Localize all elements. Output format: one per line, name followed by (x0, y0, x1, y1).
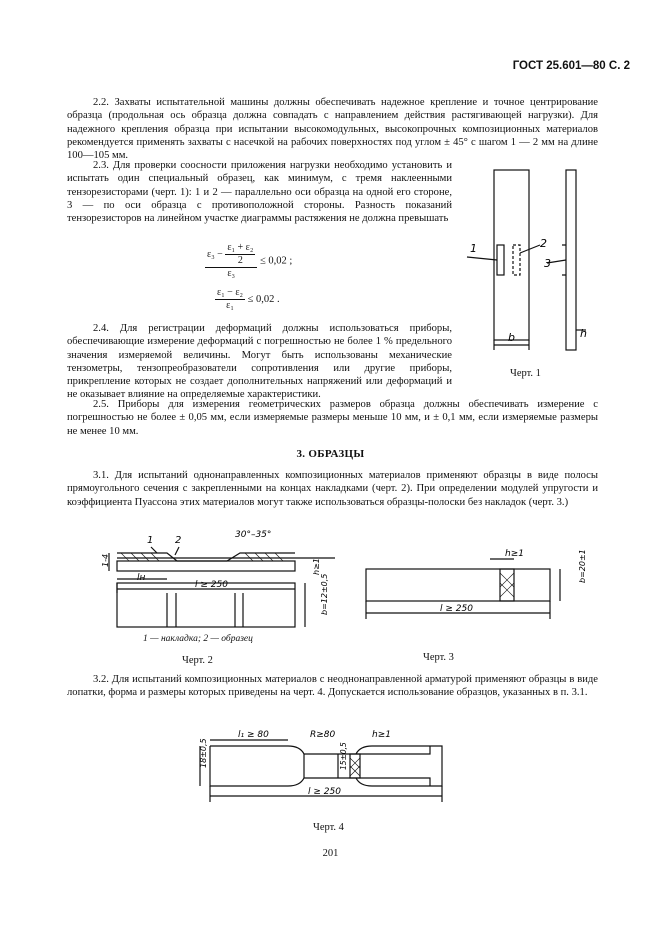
fig4-width: 18±0,5 (199, 738, 208, 768)
fig2-h: h≥1 (312, 558, 321, 575)
fig1-label-1: 1 (470, 242, 477, 255)
formula-1-limit: ≤ 0,02 ; (259, 255, 293, 267)
fig3-caption: Черт. 3 (423, 652, 454, 663)
figure-1 (462, 165, 602, 385)
fig2-length: l ≥ 250 (195, 580, 228, 590)
fig1-gauge-2 (513, 245, 520, 275)
page-header: ГОСТ 25.601—80 С. 2 (512, 60, 630, 72)
fig4-caption: Черт. 4 (313, 822, 344, 833)
fig1-specimen-front (494, 170, 529, 340)
fig2-pad-outline (117, 553, 295, 561)
fig1-label-2: 2 (540, 237, 547, 250)
fig2-thickness: 1-4 (101, 553, 110, 567)
fig4-length: l ≥ 250 (308, 787, 341, 797)
formula-1-two: 2 (237, 255, 243, 266)
fig4-h: h≥1 (372, 730, 391, 740)
formula-1 (205, 242, 292, 280)
fig2-label-2: 2 (175, 535, 182, 546)
fig1-label-h: h (580, 327, 587, 340)
page-number: 201 (322, 848, 339, 859)
formula-1-sum: ε₁ + ε₂ (227, 242, 254, 253)
formula-2-denominator: ε₁ (226, 300, 234, 311)
fig4-neck-width: 15±0,5 (339, 742, 348, 770)
fig2-width: b=12±0,5 (320, 573, 329, 615)
fig3-length: l ≥ 250 (440, 604, 473, 614)
formula-2-limit: ≤ 0,02 . (247, 293, 280, 305)
fig3-h: h≥1 (505, 549, 524, 559)
paragraph-3-1: 3.1. Для испытаний однонаправленных композиционных материалов применяют образцы в виде полосы прямоугольного сечения с закрепленными на концах накладками (черт. 2). При определении модулей упругости и коэффициента Пуассона этих материалов могут также использоваться образцы-полоски без накладок (черт. 3.) (67, 470, 598, 508)
section-title: 3. ОБРАЗЦЫ (296, 448, 365, 460)
fig2-label-1: 1 (147, 535, 154, 546)
fig2-angle: 30°–35° (235, 530, 272, 540)
fig4-bottom-edge (210, 746, 430, 786)
fig1-gauge-1 (497, 245, 504, 275)
fig4-radius: R≥80 (310, 730, 336, 740)
figure-2 (95, 523, 335, 645)
fig1-label-3: 3 (544, 257, 551, 270)
fig2-pad-length: lн (137, 573, 146, 583)
figure-3 (360, 545, 587, 625)
fig3-width: b=20±1 (578, 549, 587, 583)
fig2-specimen-profile (117, 561, 295, 571)
formula-2-numerator: ε₁ − ε₂ (217, 287, 244, 298)
fig4-l1: l₁ ≥ 80 (238, 730, 269, 740)
fig2-caption: Черт. 2 (182, 655, 213, 666)
paragraph-2-5: 2.5. Приборы для измерения геометрических размеров образца должны обеспечивать измерение с погрешностью не более ± 0,05 мм, если измеряемые размеры меньше 10 мм, и ± 0,1 мм, если измеряемые размеры не менее 10 мм. (67, 399, 598, 437)
fig1-specimen-side (566, 170, 576, 350)
formula-2 (215, 287, 280, 312)
formula-1-denominator: ε₃ (227, 268, 236, 279)
fig1-caption: Черт. 1 (510, 368, 541, 379)
paragraph-2-4-text: 2.4. Для регистрации деформаций должны использоваться приборы, обеспечивающие измерение деформаций с погрешностью не более 1 % предельного значения измеряемой величины. Могут быть использованы механические тензометры, тензопреобразователи сопротивления или другие приборы, прикрепление которых не создает дополнительных напряжений или деформаций и не оказывает влияние на определяемые характеристики. (67, 323, 452, 401)
fig4-top-edge (210, 746, 430, 754)
formula-1-lead: ε₃ − (207, 248, 223, 260)
fig3-specimen (366, 569, 550, 601)
paragraph-3-2: 3.2. Для испытаний композиционных материалов с неоднонаправленной арматурой применяют образцы в виде лопатки, форма и размеры которых приведены на черт. 4. Допускается использование образцов, указанных в п. 3.1. (67, 674, 598, 699)
paragraph-2-3: 2.3. Для проверки соосности приложения нагрузки необходимо установить и испытать один специальный образец, как минимум, с тремя наклеенными тензорезисторами (черт. 1): 1 и 2 — параллельно оси образца на одной его стороне, 3 — по оси образца с противоположной стороны. Разность показаний тензорезисторов на линейном участке диаграммы растяжения не должна превышать (67, 160, 452, 225)
fig2-legend: 1 — накладка; 2 — образец (143, 634, 253, 644)
paragraph-2-2: 2.2. Захваты испытательной машины должны обеспечивать надежное крепление и точное центрирование образца (продольная ось образца должна совпадать с направлением действия растягивающей нагрузки). Для надежного крепления образца при испытании высокомодульных, высокопрочных композиционных материалов рекомендуется применять захваты с насечкой на рабочих поверхностях под углом ± 45° с шагом 1 — 2 мм на длине 100—105 мм. (67, 97, 598, 162)
figure-4 (180, 722, 480, 812)
fig1-label-b: b (508, 331, 515, 344)
